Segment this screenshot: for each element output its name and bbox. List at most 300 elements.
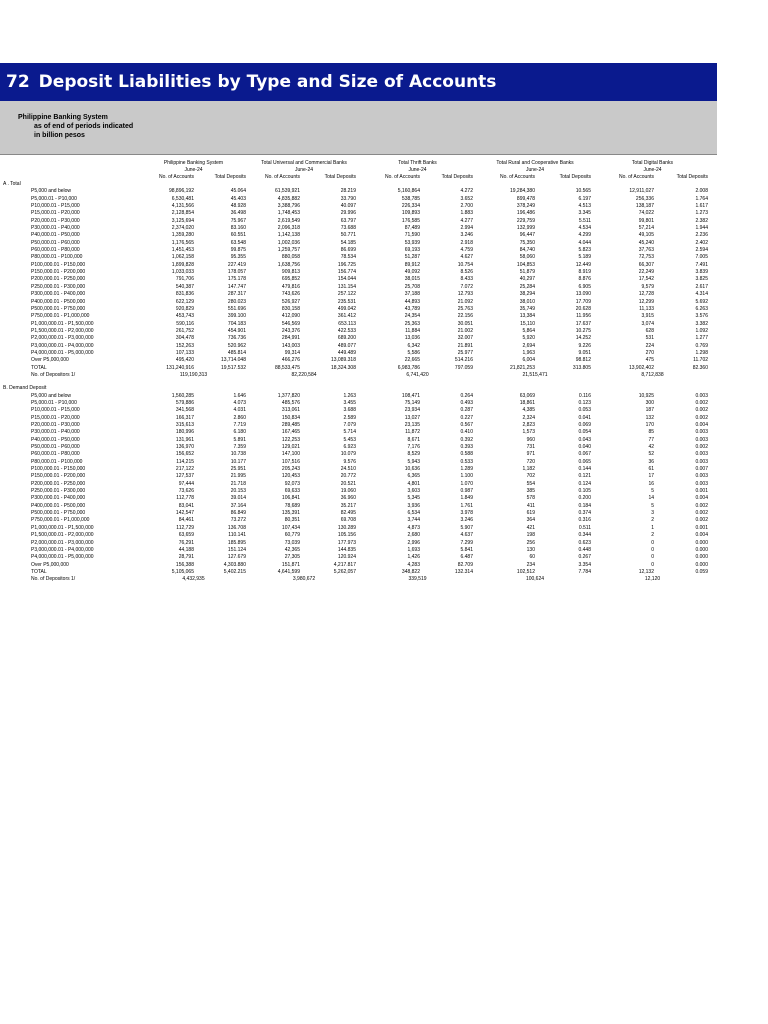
table-cell: 44,188	[178, 546, 194, 553]
table-cell: 18,861	[519, 399, 535, 406]
table-row	[0, 291, 717, 298]
table-cell: 5,160,864	[397, 188, 420, 195]
row-label: P300,000.01 - P400,000	[31, 495, 86, 502]
depositors-count: 100,624	[525, 576, 545, 583]
table-cell: 35.217	[340, 502, 356, 509]
table-cell: 11,872	[405, 429, 420, 436]
table-row	[0, 525, 717, 532]
table-cell: 341,568	[175, 407, 194, 414]
table-cell: 0.264	[460, 392, 473, 399]
table-cell: 57,214	[638, 225, 654, 232]
table-cell: 7.491	[695, 261, 708, 268]
table-cell: 3.382	[695, 320, 708, 327]
table-cell: 4.513	[578, 203, 591, 210]
table-cell: 12,728	[638, 291, 654, 298]
table-cell: 21.995	[230, 473, 246, 480]
table-cell: 10.565	[575, 188, 591, 195]
table-cell: 61,539,921	[274, 188, 300, 195]
table-row	[0, 532, 717, 539]
table-cell: 0.567	[460, 422, 473, 428]
table-cell: 84,740	[519, 247, 535, 254]
depositors-count: 12,120	[644, 576, 661, 583]
table-cell: 1.298	[695, 349, 708, 356]
table-cell: 80,351	[284, 517, 300, 524]
table-cell: 12,132	[638, 568, 654, 575]
table-cell: 8.919	[578, 269, 591, 276]
table-cell: 289,485	[281, 422, 300, 428]
depositors-count: 82,220,584	[291, 371, 317, 378]
table-cell: 25.977	[457, 349, 473, 356]
table-cell: 731	[526, 444, 535, 451]
table-cell: 8.433	[460, 276, 473, 283]
table-cell: 5,402.215	[223, 568, 246, 575]
table-cell: 5,586	[407, 349, 420, 356]
table-cell: 0.000	[695, 561, 708, 568]
table-cell: 234	[526, 561, 535, 568]
table-row	[0, 357, 717, 364]
table-cell: 280.023	[227, 298, 246, 305]
table-cell: 3.688	[343, 407, 356, 414]
table-cell: 49,092	[404, 269, 420, 276]
table-cell: 19,517.532	[220, 364, 246, 371]
table-cell: 13,036	[404, 335, 420, 342]
table-cell: 4.534	[578, 225, 591, 232]
table-cell: 178.057	[227, 269, 246, 276]
table-cell: 36	[648, 458, 654, 465]
table-cell: 6,365	[407, 473, 420, 480]
table-cell: 579,886	[175, 399, 194, 406]
table-body	[0, 181, 717, 584]
table-cell: 0.200	[578, 495, 591, 502]
table-cell: 5.714	[343, 429, 356, 436]
table-cell: 5.823	[578, 247, 591, 254]
table-cell: 72,753	[638, 254, 654, 261]
table-cell: 20.153	[230, 488, 246, 495]
table-cell: 0.002	[695, 502, 708, 509]
subtitle-line: in billion pesos	[34, 132, 85, 139]
row-label: P750,000.01 - P1,000,000	[31, 313, 90, 320]
section-label: A . Total	[3, 181, 21, 187]
table-row	[0, 218, 717, 225]
table-row	[0, 203, 717, 210]
table-cell: 92,073	[284, 480, 300, 487]
row-label: P250,000.01 - P300,000	[31, 488, 86, 495]
table-cell: 0.001	[695, 488, 708, 495]
table-cell: 736.736	[227, 335, 246, 342]
table-cell: 0.004	[695, 532, 708, 539]
table-cell: 2.860	[233, 414, 246, 421]
table-cell: 147.747	[227, 283, 246, 290]
table-cell: 187	[645, 407, 654, 414]
table-cell: 69,193	[404, 247, 420, 254]
row-label: P10,000.01 - P15,000	[31, 203, 80, 210]
col-accounts-header: No. of Accounts	[499, 174, 535, 180]
table-cell: 40,297	[519, 276, 535, 283]
table-cell: 1,002,036	[277, 239, 300, 246]
row-label: P500,000.01 - P750,000	[31, 510, 86, 517]
table-cell: 196,486	[516, 210, 535, 217]
table-cell: 131,961	[175, 436, 194, 443]
table-cell: 3.652	[460, 195, 473, 202]
depositors-count: 119,190,313	[179, 371, 208, 378]
table-cell: 1,176,565	[171, 239, 194, 246]
table-cell: 12,911,027	[629, 188, 654, 195]
table-cell: 21,821,253	[509, 364, 535, 371]
table-cell: 0.588	[460, 451, 473, 458]
table-subtitle	[0, 101, 717, 155]
table-cell: 1.944	[695, 225, 708, 232]
table-cell: 109,893	[401, 210, 420, 217]
table-cell: 1,899,828	[171, 261, 194, 268]
table-cell: 11.956	[576, 313, 591, 320]
table-cell: 129,021	[281, 444, 300, 451]
row-label: P300,000.01 - P400,000	[31, 291, 86, 298]
table-cell: 399.100	[227, 313, 246, 320]
table-cell: 0.059	[695, 568, 708, 575]
table-cell: 5.453	[343, 436, 356, 443]
table-cell: 2.236	[695, 232, 708, 239]
table-cell: 53,939	[404, 239, 420, 246]
table-row	[0, 393, 717, 400]
group-period: June-24	[294, 167, 314, 173]
table-cell: 0.000	[695, 539, 708, 546]
table-cell: 28.219	[340, 188, 356, 195]
table-cell: 313.805	[572, 364, 591, 371]
table-cell: 361.412	[337, 313, 356, 320]
table-cell: 12.449	[575, 261, 591, 268]
table-cell: 421	[526, 524, 535, 531]
table-cell: 75.967	[230, 217, 246, 224]
table-cell: 10,925	[638, 392, 654, 399]
row-label: Over P5,000,000	[31, 357, 69, 364]
table-cell: 78.534	[340, 254, 356, 261]
table-cell: 37.164	[230, 502, 246, 509]
table-cell: 16	[648, 480, 654, 487]
table-cell: 9.226	[578, 342, 591, 349]
table-cell: 1.289	[460, 466, 473, 473]
row-label: P60,000.01 - P80,000	[31, 451, 80, 458]
table-cell: 58,060	[519, 254, 535, 261]
deposit-table	[0, 160, 717, 584]
depositors-count: 21,515,471	[522, 371, 548, 378]
table-cell: 5.692	[695, 298, 708, 305]
table-cell: 0.002	[695, 399, 708, 406]
table-cell: 1.764	[695, 195, 708, 202]
table-cell: 8.526	[460, 269, 473, 276]
table-cell: 25,284	[519, 283, 535, 290]
table-cell: 704.183	[227, 320, 246, 327]
section-heading	[0, 385, 717, 392]
table-cell: 0.287	[460, 407, 473, 414]
table-cell: 3,744	[407, 517, 420, 524]
table-cell: 13,089.318	[330, 357, 356, 364]
row-label: P5,000.01 - P10,000	[31, 195, 77, 202]
table-cell: 86.699	[340, 247, 356, 254]
table-cell: 224	[645, 342, 654, 349]
table-row	[0, 451, 717, 458]
table-cell: 54.185	[340, 239, 356, 246]
table-cell: 0	[651, 554, 654, 561]
table-number: 72	[6, 72, 30, 92]
table-cell: 2,619,549	[277, 217, 300, 224]
row-label: P60,000.01 - P80,000	[31, 247, 80, 254]
table-cell: 130.289	[337, 524, 356, 531]
table-cell: 107,434	[281, 524, 300, 531]
col-accounts-header: No. of Accounts	[264, 174, 300, 180]
table-cell: 4.044	[578, 239, 591, 246]
table-cell: 6.263	[695, 305, 708, 312]
table-cell: 287.317	[227, 291, 246, 298]
table-row	[0, 407, 717, 414]
table-cell: 5.511	[578, 217, 591, 224]
table-cell: 578	[526, 495, 535, 502]
table-cell: 475	[645, 357, 654, 364]
table-cell: 4.314	[695, 291, 708, 298]
table-cell: 590,116	[176, 320, 194, 327]
table-cell: 217,122	[175, 466, 194, 473]
table-cell: 2.382	[695, 217, 708, 224]
row-label: P1,000,000.01 - P1,500,000	[31, 524, 94, 531]
table-cell: 35,749	[519, 305, 535, 312]
table-cell: 899,478	[516, 195, 535, 202]
table-cell: 0.124	[578, 480, 591, 487]
row-label: P400,000.01 - P500,000	[31, 298, 86, 305]
table-cell: 0.002	[695, 407, 708, 414]
table-cell: 49,105	[638, 232, 654, 239]
table-cell: 83,041	[178, 502, 194, 509]
table-row	[0, 466, 717, 473]
group-period: June-24	[184, 167, 203, 173]
table-cell: 0.511	[578, 524, 591, 531]
table-cell: 69.708	[340, 517, 356, 524]
table-cell: 25.763	[457, 305, 473, 312]
table-cell: 619	[526, 510, 535, 517]
table-cell: 0	[651, 561, 654, 568]
table-cell: 99.875	[230, 247, 246, 254]
table-cell: 4,217.817	[333, 561, 356, 568]
row-label: P400,000.01 - P500,000	[31, 502, 86, 509]
table-cell: 17	[648, 473, 654, 480]
table-cell: 24.510	[340, 466, 356, 473]
table-cell: 95.355	[230, 254, 246, 261]
table-cell: 130	[526, 546, 535, 553]
table-cell: 196.725	[337, 261, 356, 268]
table-cell: 1.273	[695, 210, 708, 217]
table-row	[0, 365, 717, 372]
table-cell: 5	[651, 488, 654, 495]
table-cell: 257.122	[337, 291, 356, 298]
row-label: P4,000,000.01 - P5,000,000	[31, 349, 94, 356]
col-deposits-header: Total Deposits	[324, 174, 356, 180]
table-row	[0, 400, 717, 407]
row-label: P50,000.01 - P60,000	[31, 444, 80, 451]
table-cell: 131,240,916	[166, 364, 194, 371]
table-cell: 1,426	[407, 554, 420, 561]
table-cell: 167,465	[281, 429, 300, 436]
table-row	[0, 510, 717, 517]
table-row	[0, 444, 717, 451]
row-label: P15,000.01 - P20,000	[31, 414, 80, 421]
table-cell: 5.189	[578, 254, 591, 261]
table-cell: 8.876	[578, 276, 591, 283]
row-label: P50,000.01 - P60,000	[31, 239, 80, 246]
table-cell: 449.489	[337, 349, 356, 356]
group-period: June-24	[525, 167, 545, 173]
table-cell: 75,350	[519, 239, 535, 246]
row-label: P5,000.01 - P10,000	[31, 399, 77, 406]
table-cell: 30.051	[457, 320, 473, 327]
table-cell: 10.754	[457, 261, 473, 268]
table-cell: 17.637	[575, 320, 591, 327]
table-cell: 19.060	[340, 488, 356, 495]
col-deposits-header: Total Deposits	[559, 174, 591, 180]
table-cell: 3,915	[641, 313, 654, 320]
table-cell: 156.774	[337, 269, 356, 276]
table-cell: 85	[648, 429, 654, 436]
row-label: TOTAL	[31, 568, 47, 575]
table-cell: 102,512	[516, 568, 535, 575]
table-cell: 499.042	[337, 305, 356, 312]
table-cell: 170	[645, 422, 654, 428]
table-cell: 0.003	[695, 480, 708, 487]
table-cell: 348,822	[401, 568, 420, 575]
table-row	[0, 321, 717, 328]
table-cell: 0.769	[695, 342, 708, 349]
table-cell: 75,149	[404, 399, 420, 406]
group-name: Total Rural and Cooperative Banks	[496, 160, 574, 166]
table-row	[0, 473, 717, 480]
table-cell: 551.696	[227, 305, 246, 312]
section-heading	[0, 181, 717, 188]
table-cell: 86.849	[230, 510, 246, 517]
table-cell: 136.708	[227, 524, 246, 531]
table-cell: 7.299	[460, 539, 473, 546]
table-cell: 7.719	[233, 422, 246, 428]
table-cell: 2.594	[695, 247, 708, 254]
table-cell: 313,061	[281, 407, 300, 414]
group-name: Total Universal and Commercial Banks	[261, 160, 347, 166]
table-cell: 154.044	[337, 276, 356, 283]
table-cell: 411	[527, 502, 535, 509]
table-cell: 12.793	[457, 291, 473, 298]
depositors-count: 6,741,420	[406, 371, 429, 378]
table-cell: 364	[526, 517, 535, 524]
table-cell: 4,641,599	[277, 568, 300, 575]
table-row	[0, 232, 717, 239]
table-cell: 112,729	[176, 524, 194, 531]
table-cell: 546,569	[281, 320, 300, 327]
table-cell: 11,884	[405, 327, 420, 334]
row-label: P3,000,000.01 - P4,000,000	[31, 342, 94, 349]
table-cell: 2,823	[522, 422, 535, 428]
table-cell: 300	[645, 399, 654, 406]
table-cell: 0.002	[695, 444, 708, 451]
table-cell: 21.002	[457, 327, 473, 334]
table-cell: 2.008	[695, 188, 708, 195]
table-cell: 127.679	[227, 554, 246, 561]
table-cell: 554	[526, 480, 535, 487]
col-accounts-header: No. of Accounts	[618, 174, 654, 180]
table-cell: 6.923	[343, 444, 356, 451]
table-cell: 412,090	[281, 313, 300, 320]
table-cell: 540,387	[175, 283, 194, 290]
table-cell: 0.065	[578, 458, 591, 465]
table-cell: 1,748,453	[277, 210, 300, 217]
table-cell: 0	[651, 546, 654, 553]
table-cell: 0.116	[578, 392, 591, 399]
table-cell: 77	[648, 436, 654, 443]
table-cell: 1,182	[522, 466, 535, 473]
table-cell: 10.738	[230, 451, 246, 458]
table-cell: 4.073	[233, 399, 246, 406]
table-cell: 628	[645, 327, 654, 334]
table-cell: 132.314	[454, 568, 473, 575]
table-cell: 0.003	[695, 429, 708, 436]
table-cell: 25,708	[404, 283, 420, 290]
table-cell: 0.533	[460, 458, 473, 465]
row-label: P5,000 and below	[31, 392, 72, 399]
table-cell: 152,263	[175, 342, 194, 349]
row-label: P40,000.01 - P50,000	[31, 232, 80, 239]
table-cell: 1.761	[460, 502, 473, 509]
table-cell: 315,613	[175, 422, 194, 428]
table-cell: 920,829	[175, 305, 194, 312]
table-cell: 63.548	[230, 239, 246, 246]
column-header-row	[0, 174, 717, 181]
table-row	[0, 481, 717, 488]
table-cell: 24,354	[404, 313, 420, 320]
table-cell: 0.003	[695, 436, 708, 443]
row-label: P250,000.01 - P300,000	[31, 283, 86, 290]
table-cell: 720	[526, 458, 535, 465]
table-cell: 2,996	[407, 539, 420, 546]
table-cell: 107,133	[175, 349, 194, 356]
table-cell: 7.072	[460, 283, 473, 290]
table-cell: 45.064	[230, 188, 246, 195]
table-cell: 6,983,786	[397, 364, 420, 371]
table-cell: 2.700	[460, 203, 473, 210]
table-cell: 3,125,694	[171, 217, 194, 224]
table-cell: 37,763	[638, 247, 654, 254]
table-cell: 1,377,820	[277, 392, 300, 399]
table-cell: 107,516	[281, 458, 300, 465]
table-row	[0, 262, 717, 269]
table-cell: 1.849	[460, 495, 473, 502]
row-label: P4,000,000.01 - P5,000,000	[31, 554, 94, 561]
table-cell: 454.901	[227, 327, 246, 334]
table-cell: 1,359,280	[171, 232, 194, 239]
table-cell: 0.493	[460, 399, 473, 406]
table-cell: 5.891	[233, 436, 246, 443]
table-row	[0, 415, 717, 422]
table-cell: 7.079	[343, 422, 356, 428]
table-cell: 1.646	[233, 392, 246, 399]
table-cell: 17.709	[575, 298, 591, 305]
table-row	[0, 569, 717, 576]
table-cell: 689.200	[337, 335, 356, 342]
table-cell: 8,671	[407, 436, 420, 443]
row-label: P200,000.01 - P250,000	[31, 480, 86, 487]
table-cell: 0.987	[460, 488, 473, 495]
table-cell: 10.079	[340, 451, 356, 458]
table-row	[0, 488, 717, 495]
table-cell: 105.156	[337, 532, 356, 539]
row-label: P2,000,000.01 - P3,000,000	[31, 539, 94, 546]
table-cell: 83.160	[230, 225, 246, 232]
table-cell: 82.360	[692, 364, 708, 371]
row-label: P10,000.01 - P15,000	[31, 407, 80, 414]
table-cell: 880,058	[281, 254, 300, 261]
